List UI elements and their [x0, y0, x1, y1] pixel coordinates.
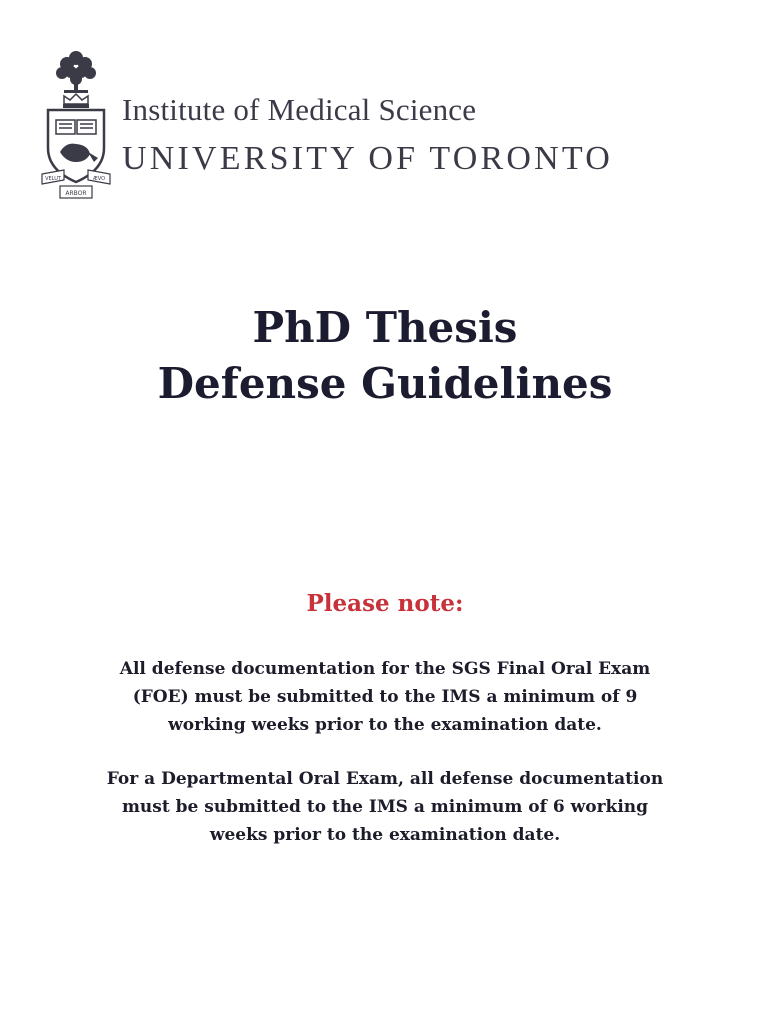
title-line-1: PhD Thesis — [252, 303, 518, 352]
paragraph-line: must be submitted to the IMS a minimum of 6 working — [121, 797, 649, 817]
note-paragraph-foe — [60, 655, 710, 739]
paragraph-line: All defense documentation for the SGS Final Oral Exam — [119, 659, 651, 679]
university-crest-icon — [40, 44, 112, 204]
paragraph-line: (FOE) must be submitted to the IMS a minimum of 9 — [132, 687, 638, 707]
university-name: UNIVERSITY OF TORONTO — [122, 140, 613, 177]
header — [40, 44, 730, 214]
page-title — [0, 300, 770, 412]
institute-name: Institute of Medical Science — [122, 92, 477, 127]
title-line-2: Defense Guidelines — [157, 359, 613, 408]
crest-motto-left: VELUT — [45, 176, 61, 182]
crest-motto-bottom: ARBOR — [65, 190, 87, 197]
note-heading: Please note: — [306, 590, 464, 617]
paragraph-line: weeks prior to the examination date. — [209, 825, 561, 845]
paragraph-line: For a Departmental Oral Exam, all defense documentation — [106, 769, 664, 789]
note-paragraph-departmental — [60, 765, 710, 849]
paragraph-line: working weeks prior to the examination date. — [168, 715, 602, 735]
crest-motto-right: ÆVO — [92, 176, 106, 182]
